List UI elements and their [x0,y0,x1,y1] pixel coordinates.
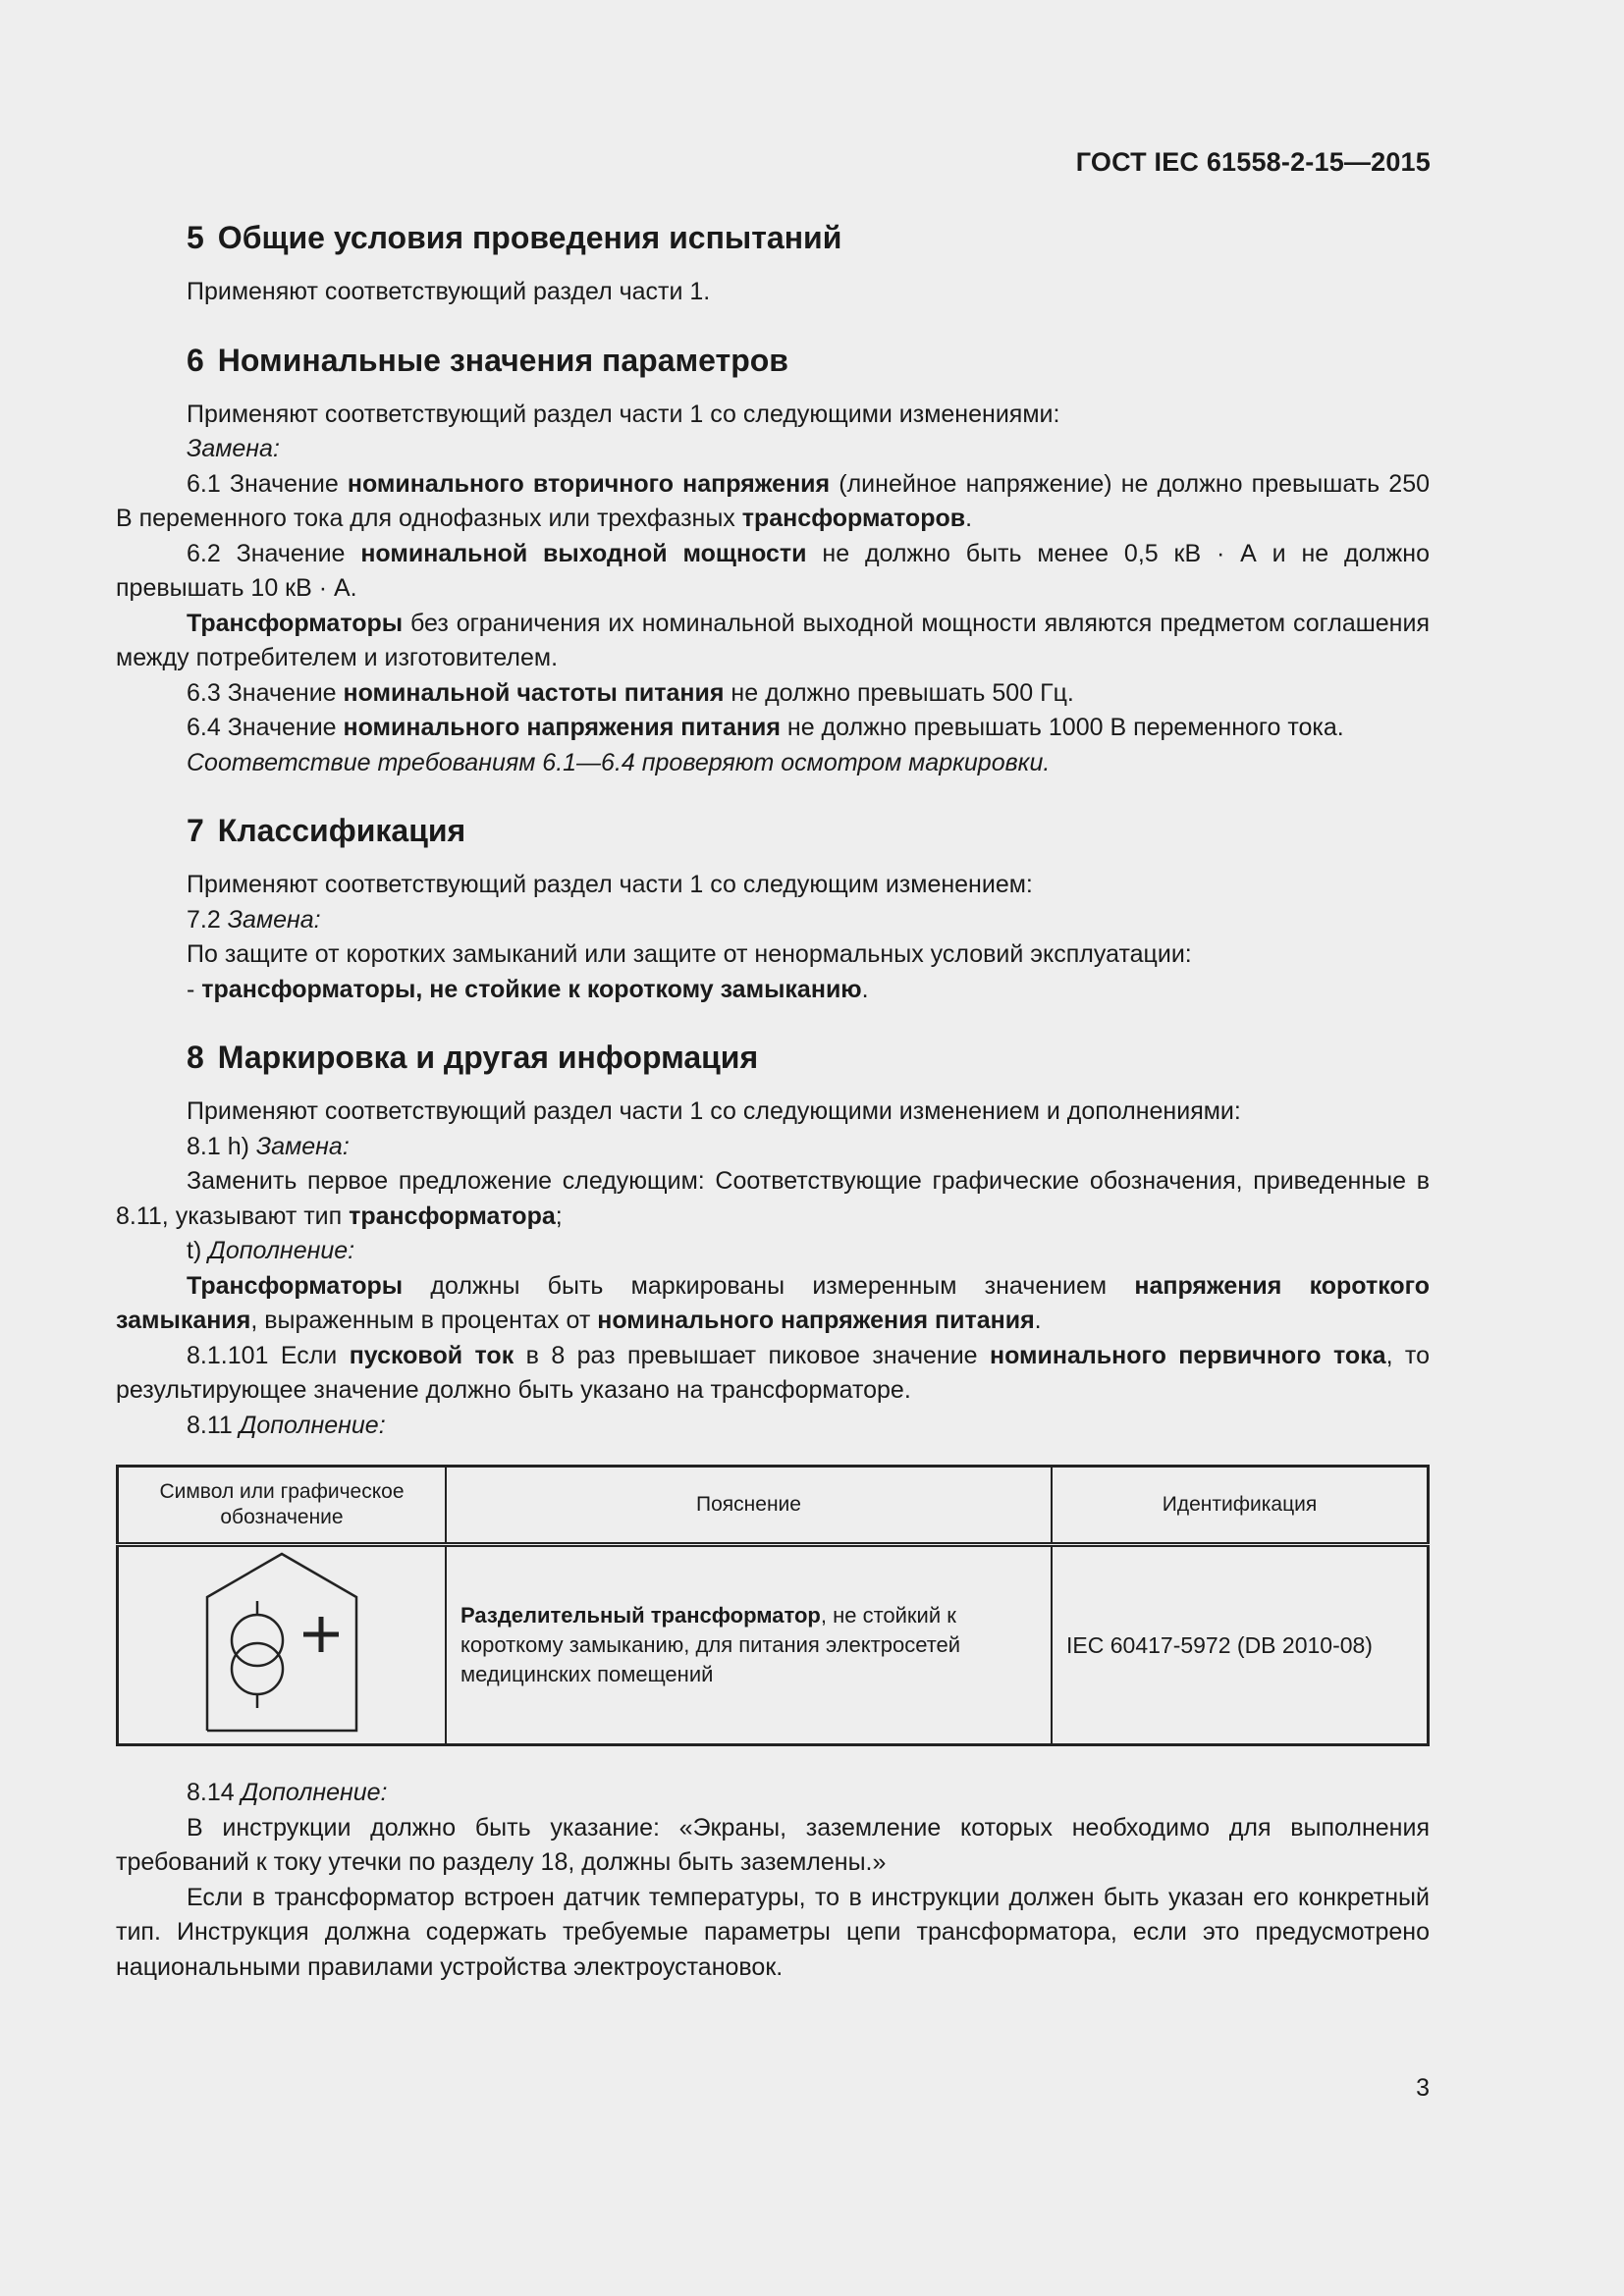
section-7-intro: Применяют соответствующий раздел части 1 со следующим изменением: [187,871,1033,898]
section-title: Номинальные значения параметров [217,342,788,378]
paragraph-8-11: 8.11 Дополнение: [187,1411,386,1439]
paragraph-7-2: 7.2 Замена: [187,905,321,934]
section-6-replace-label [116,432,1430,467]
paragraph-6-3: 6.3 Значение номинальной частоты питания не должно превышать 500 Гц. [187,678,1074,707]
paragraph-8-1-h: 8.1 h) Замена: [187,1132,350,1160]
table-cell-symbol [118,1545,447,1745]
page-number: 3 [1416,2074,1430,2102]
section-number: 6 [187,342,204,378]
document-code: ГОСТ IEC 61558-2-15—2015 [1075,147,1431,177]
table-header-explanation: Пояснение [446,1467,1052,1545]
section-8-intro: Применяют соответствующий раздел части 1 со следующими изменением и дополнениями: [187,1097,1241,1125]
section-6-heading [116,341,1430,380]
paragraph-6-4: 6.4 Значение номинального напряжения питания не должно превышать 1000 В переменного тока. [187,714,1344,741]
paragraph-6-2-note: Трансформаторы без ограничения их номинальной выходной мощности являются предметом соглашения между потребителем и изготовителем. [116,609,1430,671]
section-5-heading [116,218,1430,257]
table-header-symbol: Символ или графическое обозначение [118,1467,447,1545]
replace-label: Замена: [187,435,280,462]
section-5-text: Применяют соответствующий раздел части 1. [187,278,711,305]
paragraph-6-2: 6.2 Значение номинальной выходной мощности не должно быть менее 0,5 кВ · А и не должно превышать 10 кВ · А. [116,539,1430,602]
paragraph-8-1-t: t) Дополнение: [187,1237,355,1264]
document-body [116,218,1430,1985]
section-7-heading [116,811,1430,850]
section-6-intro: Применяют соответствующий раздел части 1 со следующими изменениями: [187,400,1060,428]
section-title: Маркировка и другая информация [217,1040,759,1075]
section-number: 7 [187,813,204,848]
medical-isolating-transformer-icon [203,1548,360,1735]
section-title: Классификация [217,813,466,848]
table-header-row [118,1467,1429,1545]
section-7-bullet: - трансформаторы, не стойкие к короткому замыканию. [187,975,869,1003]
paragraph-last: Если в трансформатор встроен датчик температуры, то в инструкции должен быть указан его конкретный тип. Инструкция должна содержать требуемые параметры цепи трансформатора, если это предусмотрено национальными правилами устройства электроустановок. [116,1883,1430,1981]
symbol-table [116,1465,1430,1746]
section-title: Общие условия проведения испытаний [217,220,842,255]
section-number: 8 [187,1040,204,1075]
section-7-text: По защите от коротких замыканий или защите от ненормальных условий эксплуатации: [187,940,1192,968]
paragraph-8-1-101: 8.1.101 Если пусковой ток в 8 раз превышает пиковое значение номинального первичного тока, то результирующее значение должно быть указано на трансформаторе. [116,1341,1430,1404]
section-8-heading [116,1038,1430,1077]
table-cell-identification: IEC 60417-5972 (DB 2010-08) [1052,1545,1429,1745]
paragraph-8-14-text: В инструкции должно быть указание: «Экраны, заземление которых необходимо для выполнения требований к току утечки по разделу 18, должны быть заземлены.» [116,1813,1430,1876]
table-cell-explanation: Разделительный трансформатор, не стойкий к короткому замыканию, для питания электросетей медицинских помещений [446,1545,1052,1745]
table-header-identification: Идентификация [1052,1467,1429,1545]
paragraph-8-1-t-text: Трансформаторы должны быть маркированы измеренным значением напряжения короткого замыкания, выраженным в процентах от номинального напряжения питания. [116,1271,1431,1334]
paragraph-6-1: 6.1 Значение номинального вторичного напряжения (линейное напряжение) не должно превышать 250 В переменного тока для однофазных или трехфазных трансформаторов. [116,469,1430,532]
paragraph-8-14: 8.14 Дополнение: [187,1779,388,1806]
section-6-check: Соответствие требованиям 6.1—6.4 проверяют осмотром маркировки. [187,748,1051,776]
table-row [118,1545,1429,1745]
section-number: 5 [187,220,204,255]
paragraph-8-1-h-text: Заменить первое предложение следующим: Соответствующие графические обозначения, приведенные в 8.11, указывают тип трансформатора; [116,1167,1430,1230]
